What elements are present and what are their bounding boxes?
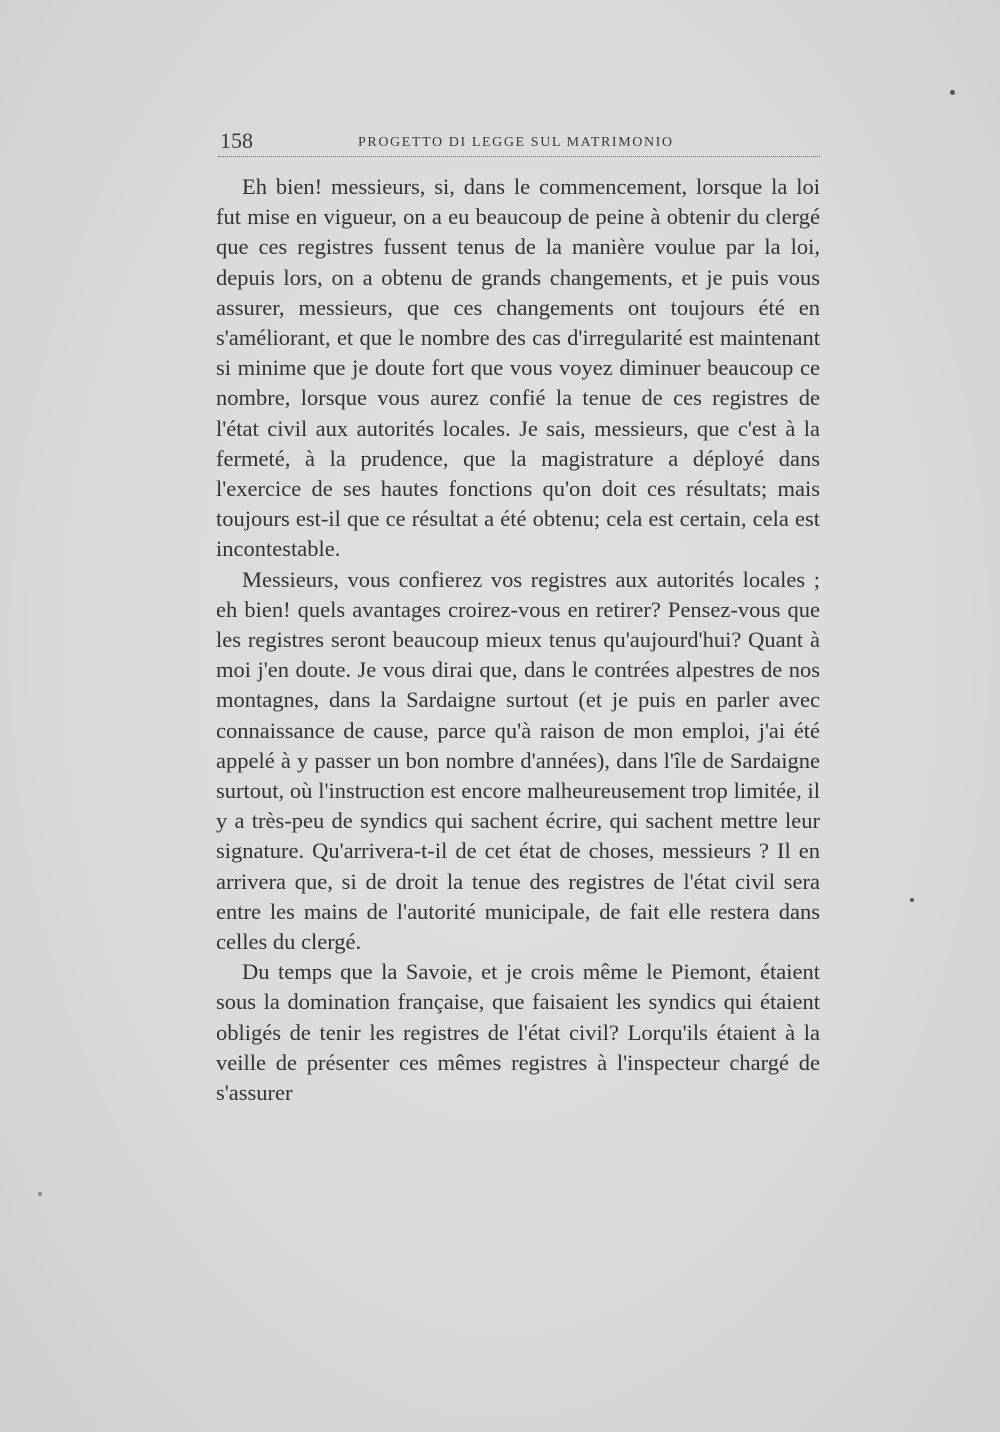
paragraph-3: Du temps que la Savoie, et je crois même le Piemont, étaient sous la domination française, que faisaient les syndics qui étaient obligés de tenir les registres de l'état civil? Lorqu'ils étaient à la veille de présenter ces mêmes registres à l'inspecteur chargé de s'assurer	[216, 959, 820, 1106]
page-header	[218, 126, 820, 157]
body-text	[216, 172, 820, 1108]
ink-speck	[950, 90, 955, 95]
ink-speck	[38, 1192, 42, 1196]
running-title: PROGETTO DI LEGGE SUL MATRIMONIO	[358, 135, 674, 150]
paragraph-2: Messieurs, vous confierez vos registres aux autorités locales ; eh bien! quels avantages croirez-vous en retirer? Pensez-vous que les registres seront beaucoup mieux tenus qu'aujourd'hui? Quant à moi j'en doute. Je vous dirai que, dans le contrées alpestres de nos montagnes, dans la Sardaigne surtout (et je puis en parler avec connaissance de cause, parce qu'à raison de mon emploi, j'ai été appelé à y passer un bon nombre d'années), dans l'île de Sardaigne surtout, où l'instruction est encore malheureusement trop limitée, il y a très-peu de syndics qui sachent écrire, qui sachent mettre leur signature. Qu'arrivera-t-il de cet état de choses, messieurs ? Il en arrivera que, si de droit la tenue des registres de l'état civil sera entre les mains de l'autorité municipale, de fait elle restera dans celles du clergé.	[216, 566, 820, 955]
ink-speck	[910, 898, 914, 902]
paragraph-1: Eh bien! messieurs, si, dans le commencement, lorsque la loi fut mise en vigueur, on a eu beaucoup de peine à obtenir du clergé que ces registres fussent tenus de la manière voulue par la loi, depuis lors, on a obtenu de grands changements, et je puis vous assurer, messieurs, que ces changements ont toujours été en s'améliorant, et que le nombre des cas d'irregularité est maintenant si minime que je doute fort que vous voyez diminuer beaucoup ce nombre, lorsque vous aurez confié la tenue de ces registres de l'état civil aux autorités locales. Je sais, messieurs, que c'est à la fermeté, à la prudence, que la magistrature a déployé dans l'exercice de ses hautes fonctions qu'on doit ces résultats; mais toujours est-il que ce résultat a été obtenu; cela est certain, cela est incontestable.	[216, 174, 820, 562]
page-number: 158	[220, 128, 253, 153]
